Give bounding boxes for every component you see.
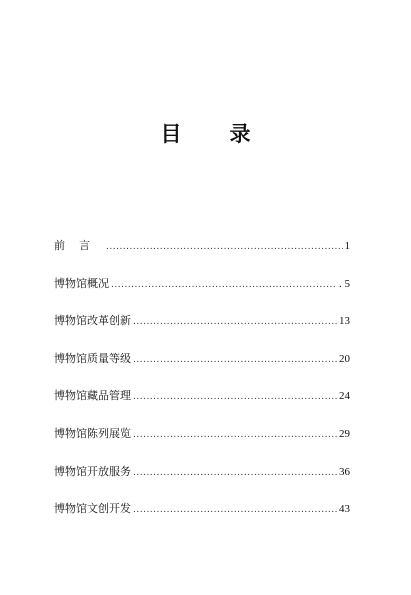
toc-page-number: 36: [339, 465, 350, 478]
toc-page-number: 13: [339, 315, 350, 328]
toc-leader-dots: [133, 387, 337, 407]
toc-entry[interactable]: [54, 311, 350, 349]
toc-leader-dots: [106, 237, 343, 257]
toc-page-number: 29: [339, 427, 350, 440]
toc-entry[interactable]: [54, 424, 350, 462]
toc-leader-dots: [133, 500, 337, 520]
toc-entry-title: 博物馆藏品管理: [54, 389, 131, 403]
toc-entry-title: 博物馆开放服务: [54, 464, 131, 478]
toc-leader-dots: [111, 275, 337, 295]
toc-entry[interactable]: [54, 349, 350, 387]
toc-page-number: 24: [339, 390, 350, 403]
toc-entry-title: 博物馆改革创新: [54, 314, 131, 328]
toc-entry[interactable]: [54, 386, 350, 424]
toc-entry-title: 博物馆陈列展览: [54, 426, 131, 440]
toc-leader-dots: [133, 425, 337, 445]
toc-leader-dots: [133, 312, 337, 332]
toc-entry[interactable]: [54, 499, 350, 537]
toc-entry-title: 博物馆概况: [54, 276, 109, 290]
toc-entry[interactable]: [54, 236, 350, 274]
toc-leader-dots: [133, 463, 337, 483]
toc-leader-dots: [133, 350, 337, 370]
toc-list: [54, 236, 350, 537]
toc-entry-title: 博物馆质量等级: [54, 351, 131, 365]
toc-page-number: 20: [339, 352, 350, 365]
toc-entry-title: 博物馆文创开发: [54, 502, 131, 516]
toc-page-number: 43: [339, 503, 350, 516]
toc-heading-char-2: 录: [229, 121, 251, 146]
toc-entry[interactable]: [54, 274, 350, 312]
toc-heading-char-1: 目: [160, 121, 182, 146]
toc-heading: [0, 118, 411, 148]
toc-entry-title: 前言: [54, 239, 104, 252]
toc-entry[interactable]: [54, 462, 350, 500]
toc-page-number: 1: [344, 240, 350, 252]
toc-page-number: . 5: [339, 277, 350, 290]
